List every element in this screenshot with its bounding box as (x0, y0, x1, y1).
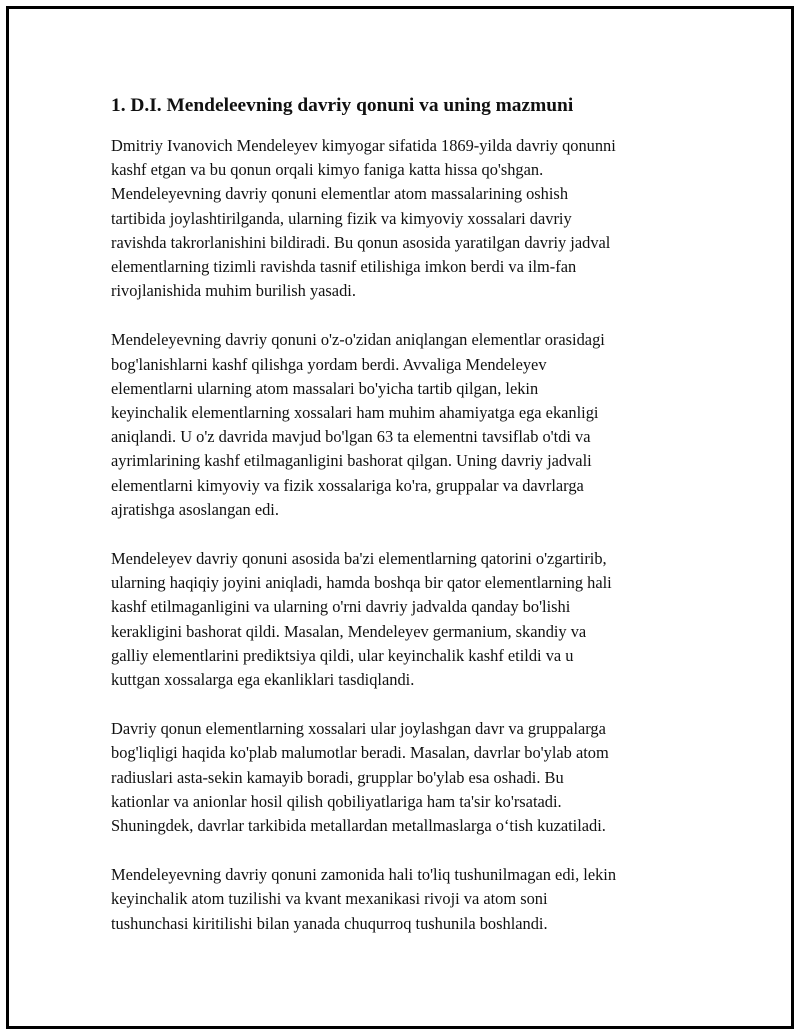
text-line: elementlarni kimyoviy va fizik xossalariga ko'ra, gruppalar va davrlarga (111, 475, 584, 495)
paragraph-3 (111, 547, 691, 692)
text-line: radiuslari asta-sekin kamayib boradi, grupplar bo'ylab esa oshadi. Bu (111, 767, 564, 787)
text-line: keyinchalik elementlarning xossalari ham muhim ahamiyatga ega ekanligi (111, 403, 599, 423)
section-heading: 1. D.I. Mendeleevning davriy qonuni va uning mazmuni (111, 95, 574, 116)
text-line: kashf etilmaganligini va ularning o'rni davriy jadvalda qanday bo'lishi (111, 597, 571, 617)
text-line: ularning haqiqiy joyini aniqladi, hamda boshqa bir qator elementlarning hali (111, 573, 612, 593)
text-line: Mendeleyevning davriy qonuni elementlar atom massalarining oshish (111, 184, 569, 204)
text-line: Shuningdek, davrlar tarkibida metallardan metallmaslarga o‘tish kuzatiladi. (111, 816, 606, 836)
text-line: Davriy qonun elementlarning xossalari ular joylashgan davr va gruppalarga (111, 719, 606, 739)
text-line: galliy elementlarini prediktsiya qildi, ular keyinchalik kashf etildi va u (111, 645, 574, 665)
text-line: elementlarni ularning atom massalari bo'yicha tartib qilgan, lekin (111, 378, 539, 398)
text-line: ayrimlarining kashf etilmaganligini bashorat qilgan. Uning davriy jadvali (111, 451, 592, 471)
paragraph-1 (111, 134, 691, 303)
text-line: Dmitriy Ivanovich Mendeleyev kimyogar sifatida 1869-yilda davriy qonunni (111, 136, 616, 155)
text-line: kationlar va anionlar hosil qilish qobiliyatlariga ham ta'sir ko'rsatadi. (111, 791, 562, 811)
text-line: rivojlanishida muhim burilish yasadi. (111, 281, 356, 301)
text-line: ravishda takrorlanishini bildiradi. Bu qonun asosida yaratilgan davriy jadval (111, 232, 611, 252)
paragraph-2 (111, 328, 691, 522)
text-line: elementlarning tizimli ravishda tasnif etilishiga imkon berdi va ilm-fan (111, 257, 577, 277)
text-line: Mendeleyevning davriy qonuni zamonida hali to'liq tushunilmagan edi, lekin (111, 865, 617, 885)
text-line: tushunchasi kiritilishi bilan yanada chuqurroq tushunila boshlandi. (111, 913, 548, 933)
paragraph-4 (111, 717, 691, 838)
text-line: ajratishga asoslangan edi. (111, 499, 279, 519)
text-line: Mendeleyev davriy qonuni asosida ba'zi elementlarning qatorini o'zgartirib, (111, 549, 607, 569)
document-body (111, 92, 691, 961)
text-line: keyinchalik atom tuzilishi va kvant mexanikasi rivoji va atom soni (111, 889, 548, 909)
text-line: bog'liqligi haqida ko'plab malumotlar beradi. Masalan, davrlar bo'ylab atom (111, 743, 609, 763)
text-line: kuttgan xossalarga ega ekanliklari tasdiqlandi. (111, 670, 415, 690)
text-line: kerakligini bashorat qildi. Masalan, Mendeleyev germanium, skandiy va (111, 621, 587, 641)
text-line: bog'lanishlarni kashf qilishga yordam berdi. Avvaliga Mendeleyev (111, 354, 547, 374)
text-line: Mendeleyevning davriy qonuni o'z-o'zidan aniqlangan elementlar orasidagi (111, 330, 605, 350)
text-line: kashf etgan va bu qonun orqali kimyo faniga katta hissa qo'shgan. (111, 160, 544, 180)
text-line: tartibida joylashtirilganda, ularning fizik va kimyoviy xossalari davriy (111, 208, 572, 228)
paragraph-5 (111, 863, 691, 936)
text-line: aniqlandi. U o'z davrida mavjud bo'lgan 63 ta elementni tavsiflab o'tdi va (111, 427, 591, 447)
